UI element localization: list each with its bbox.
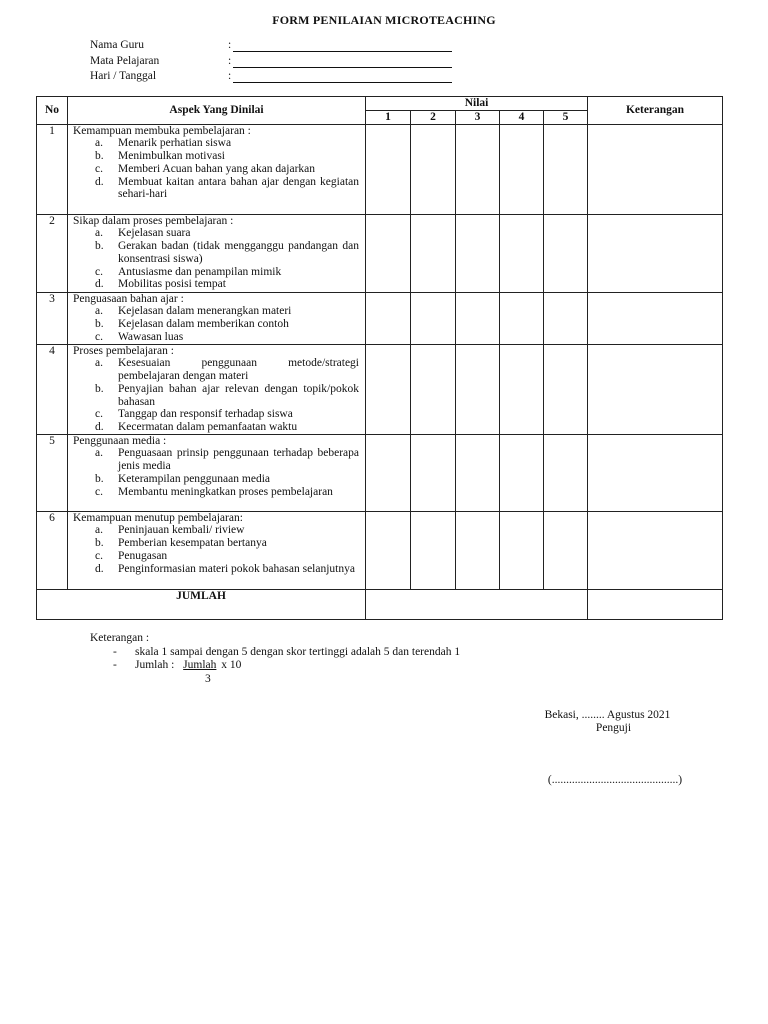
- item-text: Menarik perhatian siswa: [118, 137, 232, 150]
- table-body: [37, 124, 723, 589]
- score-column-3: 3: [456, 111, 500, 125]
- aspect-cell: [68, 434, 366, 511]
- note-item: - skala 1 sampai dengan 5 dengan skor tertinggi adalah 5 dan terendah 1: [113, 645, 461, 658]
- score-cell-4[interactable]: [500, 434, 544, 511]
- aspect-item: [73, 163, 359, 176]
- form-title: FORM PENILAIAN MICROTEACHING: [272, 13, 496, 27]
- score-cell-5[interactable]: [544, 511, 588, 589]
- score-cell-4[interactable]: [500, 344, 544, 434]
- item-marker: d.: [95, 562, 104, 575]
- item-text: Keterampilan penggunaan media: [118, 472, 270, 485]
- item-text: Kejelasan suara: [118, 227, 191, 240]
- item-marker: a.: [95, 524, 103, 537]
- item-text: Kesesuaian penggunaan metode/strategi pembelajaran dengan materi: [118, 357, 359, 383]
- aspect-item: [73, 266, 359, 279]
- item-text: Peninjauan kembali/ riview: [118, 524, 245, 537]
- total-note-cell[interactable]: [588, 589, 723, 619]
- score-cell-3[interactable]: [456, 292, 500, 344]
- field-value-line[interactable]: [233, 67, 452, 68]
- item-marker: c.: [95, 265, 103, 278]
- aspect-heading: Sikap dalam proses pembelajaran :: [73, 214, 234, 227]
- score-column-5: 5: [544, 111, 588, 125]
- formula-denominator: 3: [205, 672, 211, 685]
- total-label: JUMLAH: [37, 589, 366, 619]
- score-cell-5[interactable]: [544, 214, 588, 292]
- score-cell-4[interactable]: [500, 124, 544, 214]
- score-cell-5[interactable]: [544, 292, 588, 344]
- note-formula: - Jumlah : Jumlah x 10: [113, 659, 242, 671]
- aspect-item: [73, 486, 359, 499]
- note-cell[interactable]: [588, 511, 723, 589]
- assessment-table: [36, 96, 723, 620]
- formula-suffix: x 10: [221, 659, 242, 671]
- row-number: 1: [37, 124, 68, 214]
- item-marker: b.: [95, 382, 104, 395]
- aspect-item: [73, 383, 359, 408]
- aspect-item: [73, 408, 359, 421]
- signature-place-date: Bekasi, ........ Agustus 2021: [544, 709, 671, 721]
- item-marker: d.: [95, 278, 104, 291]
- score-cell-5[interactable]: [544, 344, 588, 434]
- item-text: Kejelasan dalam menerangkan materi: [118, 305, 292, 318]
- item-marker: d.: [95, 420, 104, 433]
- item-text: Menimbulkan motivasi: [118, 150, 226, 163]
- aspect-item: [73, 278, 359, 291]
- item-marker: a.: [95, 227, 103, 240]
- table-row: [37, 124, 723, 214]
- item-text: Membantu meningkatkan proses pembelajaran: [118, 485, 333, 498]
- notes-heading: Keterangan :: [90, 632, 150, 644]
- item-text: Membuat kaitan antara bahan ajar dengan kegiatan sehari-hari: [118, 175, 359, 201]
- aspect-item: [73, 563, 359, 576]
- aspect-item: [73, 318, 359, 331]
- score-cell-1[interactable]: [366, 292, 411, 344]
- score-cell-4[interactable]: [500, 511, 544, 589]
- item-marker: b.: [95, 537, 104, 550]
- item-text: Mobilitas posisi tempat: [118, 278, 226, 291]
- score-column-1: 1: [366, 111, 411, 125]
- aspect-item: [73, 357, 359, 382]
- aspect-cell: [68, 214, 366, 292]
- score-cell-4[interactable]: [500, 214, 544, 292]
- row-number: 6: [37, 511, 68, 589]
- score-cell-2[interactable]: [411, 292, 456, 344]
- field-colon: :: [228, 39, 232, 51]
- score-cell-3[interactable]: [456, 214, 500, 292]
- row-number: 2: [37, 214, 68, 292]
- notes-section: [90, 632, 461, 686]
- aspect-item: [73, 137, 359, 150]
- aspect-item: [73, 240, 359, 265]
- formula-prefix: Jumlah :: [135, 659, 175, 671]
- formula-numerator: Jumlah: [183, 659, 217, 671]
- header-score: Nilai: [366, 97, 588, 111]
- field-colon: :: [228, 55, 232, 67]
- score-cell-1[interactable]: [366, 214, 411, 292]
- header-note: Keterangan: [588, 97, 723, 125]
- item-text: Gerakan badan (tidak mengganggu pandangan dan konsentrasi siswa): [118, 240, 359, 265]
- score-cell-1[interactable]: [366, 344, 411, 434]
- item-marker: a.: [95, 305, 103, 318]
- score-cell-2[interactable]: [411, 214, 456, 292]
- aspect-heading: Penguasaan bahan ajar :: [73, 292, 184, 305]
- row-number: 3: [37, 292, 68, 344]
- aspect-cell: [68, 124, 366, 214]
- score-cell-2[interactable]: [411, 511, 456, 589]
- note-cell[interactable]: [588, 344, 723, 434]
- item-text: Antusiasme dan penampilan mimik: [118, 265, 282, 278]
- score-cell-3[interactable]: [456, 434, 500, 511]
- field-value-line[interactable]: [233, 51, 452, 52]
- note-cell[interactable]: [588, 434, 723, 511]
- item-text: Penginformasian materi pokok bahasan selanjutnya: [118, 562, 355, 575]
- table-row: [37, 434, 723, 511]
- score-cell-2[interactable]: [411, 124, 456, 214]
- aspect-heading: Proses pembelajaran :: [73, 344, 174, 357]
- score-cell-1[interactable]: [366, 511, 411, 589]
- item-marker: b.: [95, 472, 104, 485]
- score-cell-2[interactable]: [411, 344, 456, 434]
- item-text: Penyajian bahan ajar relevan dengan topik/pokok bahasan: [118, 382, 359, 408]
- item-text: Penugasan: [118, 549, 168, 562]
- field-colon: :: [228, 70, 232, 82]
- score-cell-4[interactable]: [500, 292, 544, 344]
- field-label: Nama Guru: [90, 39, 144, 51]
- item-marker: c.: [95, 549, 103, 562]
- score-cell-3[interactable]: [456, 511, 500, 589]
- aspect-heading: Penggunaan media :: [73, 434, 167, 447]
- aspect-cell: [68, 292, 366, 344]
- field-mata-pelajaran: [90, 55, 470, 69]
- total-score-cell[interactable]: [366, 589, 588, 619]
- aspect-item: [73, 331, 359, 344]
- item-text: Memberi Acuan bahan yang akan dajarkan: [118, 162, 316, 175]
- aspect-item: [73, 447, 359, 472]
- row-number: 4: [37, 344, 68, 434]
- aspect-heading: Kemampuan menutup pembelajaran:: [73, 511, 243, 524]
- item-marker: c.: [95, 408, 103, 421]
- total-row: [37, 589, 723, 619]
- score-column-2: 2: [411, 111, 456, 125]
- signature-role: Penguji: [595, 722, 632, 734]
- score-column-4: 4: [500, 111, 544, 125]
- header-no: No: [37, 97, 68, 125]
- aspect-item: [73, 524, 359, 537]
- score-cell-5[interactable]: [544, 124, 588, 214]
- item-text: Penguasaan prinsip penggunaan terhadap beberapa jenis media: [118, 447, 359, 473]
- aspect-item: [73, 550, 359, 563]
- note-cell[interactable]: [588, 292, 723, 344]
- aspect-item: [73, 150, 359, 163]
- aspect-item: [73, 305, 359, 318]
- table-row: [37, 511, 723, 589]
- score-cell-2[interactable]: [411, 434, 456, 511]
- item-text: Wawasan luas: [118, 330, 184, 343]
- score-cell-3[interactable]: [456, 124, 500, 214]
- item-text: Kecermatan dalam pemanfaatan waktu: [118, 420, 298, 433]
- aspect-item: [73, 473, 359, 486]
- item-marker: d.: [95, 175, 104, 188]
- note-scale: skala 1 sampai dengan 5 dengan skor tertinggi adalah 5 dan terendah 1: [135, 645, 461, 658]
- item-marker: a.: [95, 137, 103, 150]
- signature-name-line: (............................................): [547, 774, 683, 786]
- item-marker: b.: [95, 150, 104, 163]
- note-cell[interactable]: [588, 214, 723, 292]
- note-cell[interactable]: [588, 124, 723, 214]
- score-cell-1[interactable]: [366, 124, 411, 214]
- row-number: 5: [37, 434, 68, 511]
- table-row: [37, 292, 723, 344]
- aspect-cell: [68, 511, 366, 589]
- item-marker: c.: [95, 330, 103, 343]
- score-cell-5[interactable]: [544, 434, 588, 511]
- aspect-item: [73, 176, 359, 201]
- item-marker: b.: [95, 240, 104, 253]
- table-row: [37, 344, 723, 434]
- field-hari-tanggal: [90, 70, 470, 84]
- header-aspect: Aspek Yang Dinilai: [68, 97, 366, 125]
- aspect-heading: Kemampuan membuka pembelajaran :: [73, 124, 251, 137]
- item-marker: c.: [95, 162, 103, 175]
- aspect-item: [73, 421, 359, 434]
- aspect-item: [73, 537, 359, 550]
- field-label: Mata Pelajaran: [90, 55, 160, 67]
- item-text: Pemberian kesempatan bertanya: [118, 537, 267, 550]
- field-value-line[interactable]: [233, 82, 452, 83]
- item-marker: b.: [95, 318, 104, 331]
- item-marker: a.: [95, 357, 103, 370]
- score-cell-3[interactable]: [456, 344, 500, 434]
- aspect-item: [73, 227, 359, 240]
- item-text: Kejelasan dalam memberikan contoh: [118, 318, 289, 331]
- table-row: [37, 214, 723, 292]
- item-marker: c.: [95, 485, 103, 498]
- score-cell-1[interactable]: [366, 434, 411, 511]
- item-text: Tanggap dan responsif terhadap siswa: [118, 408, 293, 421]
- field-nama-guru: [90, 39, 470, 53]
- aspect-cell: [68, 344, 366, 434]
- field-label: Hari / Tanggal: [90, 70, 157, 82]
- item-marker: a.: [95, 447, 103, 460]
